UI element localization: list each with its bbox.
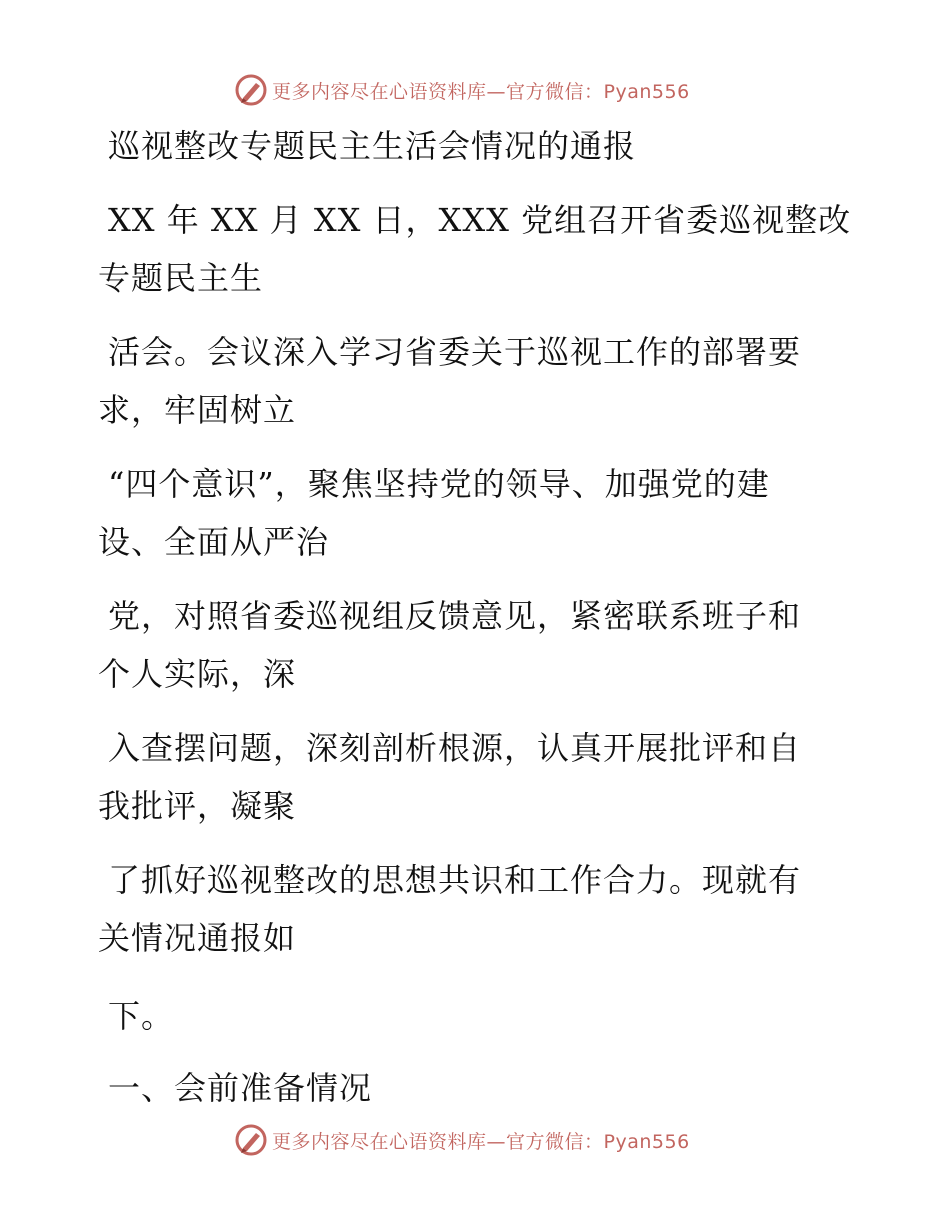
paragraph-line: 下。 [108, 997, 175, 1035]
document-title: 巡视整改专题民主生活会情况的通报 [108, 127, 637, 165]
watermark-banner-top [234, 70, 690, 110]
paragraph-line: 设、全面从严治 [98, 523, 330, 561]
paragraph-line: 专题民主生 [98, 259, 264, 297]
red-pen-circle-logo-icon [234, 73, 268, 107]
section-heading: 一、会前准备情况 [108, 1069, 373, 1107]
paragraph-line: 关情况通报如 [98, 919, 297, 957]
watermark-text: 更多内容尽在心语资料库—官方微信：Pyan556 [272, 80, 690, 103]
paragraph-line: XX 年 XX 月 XX 日，XXX 党组召开省委巡视整改 [108, 201, 852, 239]
watermark-banner-bottom [234, 1120, 690, 1160]
paragraph-line: 入查摆问题，深刻剖析根源，认真开展批评和自 [108, 729, 802, 767]
paragraph-line: 了抓好巡视整改的思想共识和工作合力。现就有 [108, 861, 802, 899]
red-pen-circle-logo-icon [234, 1123, 268, 1157]
paragraph-line: 个人实际，深 [98, 655, 297, 693]
watermark-text: 更多内容尽在心语资料库—官方微信：Pyan556 [272, 1130, 690, 1153]
paragraph-line: 活会。会议深入学习省委关于巡视工作的部署要 [108, 333, 802, 371]
paragraph-line: “四个意识”，聚焦坚持党的领导、加强党的建 [108, 465, 770, 503]
paragraph-line: 党，对照省委巡视组反馈意见，紧密联系班子和 [108, 597, 802, 635]
paragraph-line: 求，牢固树立 [98, 391, 297, 429]
paragraph-line: 我批评，凝聚 [98, 787, 297, 825]
